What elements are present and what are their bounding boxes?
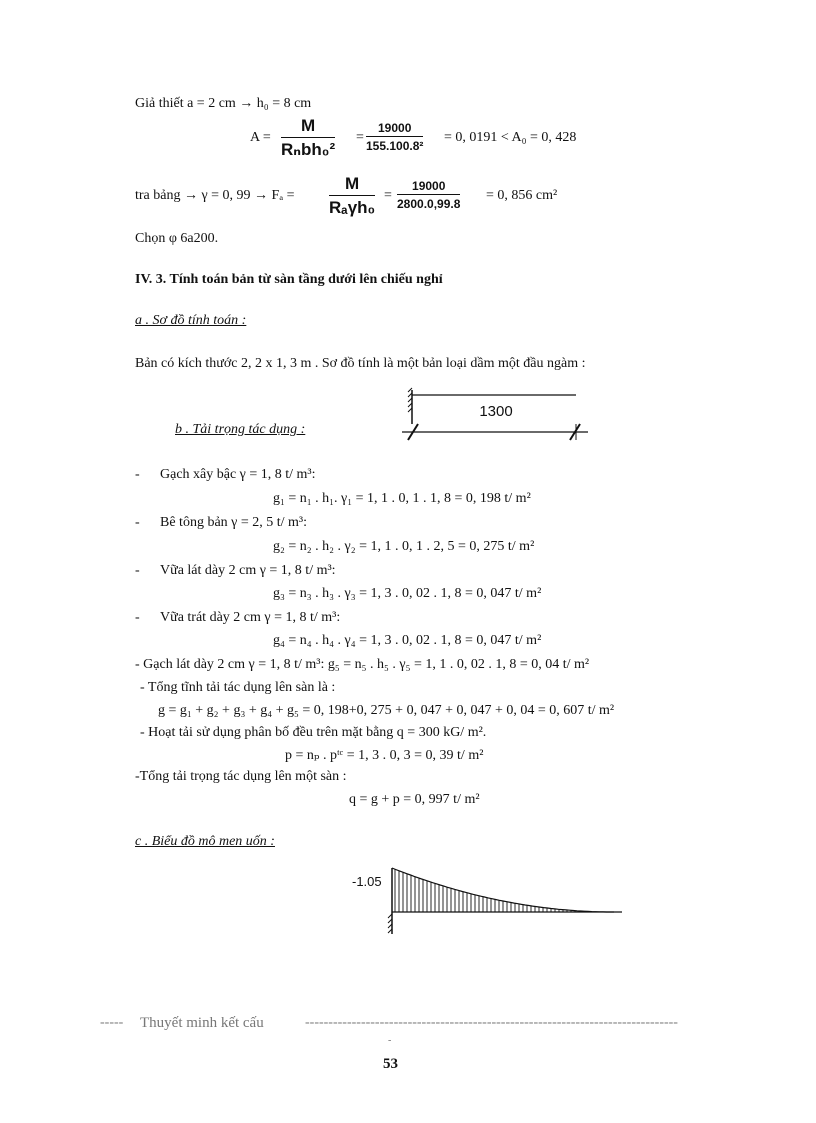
load-3-dash: - bbox=[135, 563, 140, 578]
formula-a-fraction-1 bbox=[281, 116, 335, 160]
formula-f-f2-den: 2800.0,99.8 bbox=[397, 197, 461, 211]
live-load-formula: p = nₚ . pᵗᶜ = 1, 3 . 0, 3 = 0, 39 t/ m² bbox=[285, 748, 484, 763]
load-5-line: - Gạch lát dày 2 cm γ = 1, 8 t/ m³: g₅ = n₅ . h₅ . γ₅ = 1, 1 . 0, 02 . 1, 8 = 0, 04 t/ m² bbox=[135, 657, 590, 672]
description-line: Bản có kích thước 2, 2 x 1, 3 m . Sơ đồ tính là một bản loại dầm một đầu ngàm : bbox=[135, 356, 586, 371]
formula-a-fraction-2 bbox=[366, 121, 423, 153]
section-title: IV. 3. Tính toán bản từ sàn tầng dưới lên chiếu nghỉ bbox=[135, 272, 443, 287]
total-static-formula: g = g₁ + g₂ + g₃ + g₄ + g₅ = 0, 198+0, 275 + 0, 047 + 0, 047 + 0, 04 = 0, 607 t/ m² bbox=[158, 703, 615, 718]
load-4-label: Vữa trát dày 2 cm γ = 1, 8 t/ m³: bbox=[160, 610, 341, 625]
footer-text: Thuyết minh kết cấu bbox=[140, 1015, 264, 1031]
footer-dot: - bbox=[388, 1035, 392, 1046]
formula-a-f2-den: 155.100.8² bbox=[366, 139, 424, 153]
load-2-label: Bê tông bản γ = 2, 5 t/ m³: bbox=[160, 515, 307, 530]
moment-hatch bbox=[395, 869, 587, 912]
moment-diagram bbox=[344, 862, 628, 940]
assumption-line: Giả thiết a = 2 cm → h₀ = 8 cm bbox=[135, 96, 312, 111]
formula-a-f2-num: 19000 bbox=[366, 121, 423, 137]
load-4-dash: - bbox=[135, 610, 140, 625]
live-load-label: - Hoạt tải sử dụng phân bố đều trên mặt bằng q = 300 kG/ m². bbox=[140, 725, 487, 740]
beam-span-label: 1300 bbox=[479, 403, 513, 420]
formula-f-f1-num: M bbox=[329, 174, 375, 196]
formula-f-f1-den: Rₐγh₀ bbox=[329, 198, 376, 217]
load-2-dash: - bbox=[135, 515, 140, 530]
choose-line: Chọn φ 6a200. bbox=[135, 231, 219, 246]
formula-a-f1-num: M bbox=[281, 116, 335, 138]
formula-f-eq: = bbox=[384, 188, 392, 203]
total-load-formula: q = g + p = 0, 997 t/ m² bbox=[349, 792, 480, 807]
formula-f-fraction-1 bbox=[329, 174, 375, 218]
footer-dashes-right: -------------------------------------------------------------------------------- bbox=[305, 1015, 678, 1030]
formula-a-f1-den: Rₙbh₀² bbox=[281, 140, 336, 159]
load-1-formula: g₁ = n₁ . h₁. γ₁ = 1, 1 . 0, 1 . 1, 8 = 0, 198 t/ m² bbox=[273, 491, 531, 506]
load-3-formula: g₃ = n₃ . h₃ . γ₃ = 1, 3 . 0, 02 . 1, 8 = 0, 047 t/ m² bbox=[273, 586, 542, 601]
formula-f-f2-num: 19000 bbox=[397, 179, 460, 195]
subsection-c: c . Biểu đồ mô men uốn : bbox=[135, 834, 275, 849]
subsection-a: a . Sơ đồ tính toán : bbox=[135, 313, 247, 328]
load-3-label: Vữa lát dày 2 cm γ = 1, 8 t/ m³: bbox=[160, 563, 336, 578]
load-1-label: Gạch xây bậc γ = 1, 8 t/ m³: bbox=[160, 467, 316, 482]
moment-value-label: -1.05 bbox=[352, 874, 382, 889]
formula-a-eq: = bbox=[356, 130, 364, 145]
total-static-label: - Tổng tĩnh tải tác dụng lên sàn là : bbox=[140, 680, 336, 695]
formula-f-fraction-2 bbox=[397, 179, 460, 211]
subsection-b: b . Tải trọng tác dụng : bbox=[175, 422, 306, 437]
load-1-dash: - bbox=[135, 467, 140, 482]
footer-dashes-left: ----- bbox=[100, 1015, 124, 1030]
total-load-label: -Tổng tải trọng tác dụng lên một sàn : bbox=[135, 769, 347, 784]
formula-a-lhs: A = bbox=[250, 130, 271, 145]
formula-a-rhs: = 0, 0191 < A₀ = 0, 428 bbox=[444, 130, 577, 145]
load-2-formula: g₂ = n₂ . h₂ . γ₂ = 1, 1 . 0, 1 . 2, 5 = 0, 275 t/ m² bbox=[273, 539, 535, 554]
formula-f-lhs: tra bảng → γ = 0, 99 → Fₐ = bbox=[135, 188, 295, 203]
beam-diagram bbox=[398, 384, 594, 446]
page-number: 53 bbox=[383, 1056, 398, 1072]
load-4-formula: g₄ = n₄ . h₄ . γ₄ = 1, 3 . 0, 02 . 1, 8 = 0, 047 t/ m² bbox=[273, 633, 542, 648]
formula-f-rhs: = 0, 856 cm² bbox=[486, 188, 558, 203]
